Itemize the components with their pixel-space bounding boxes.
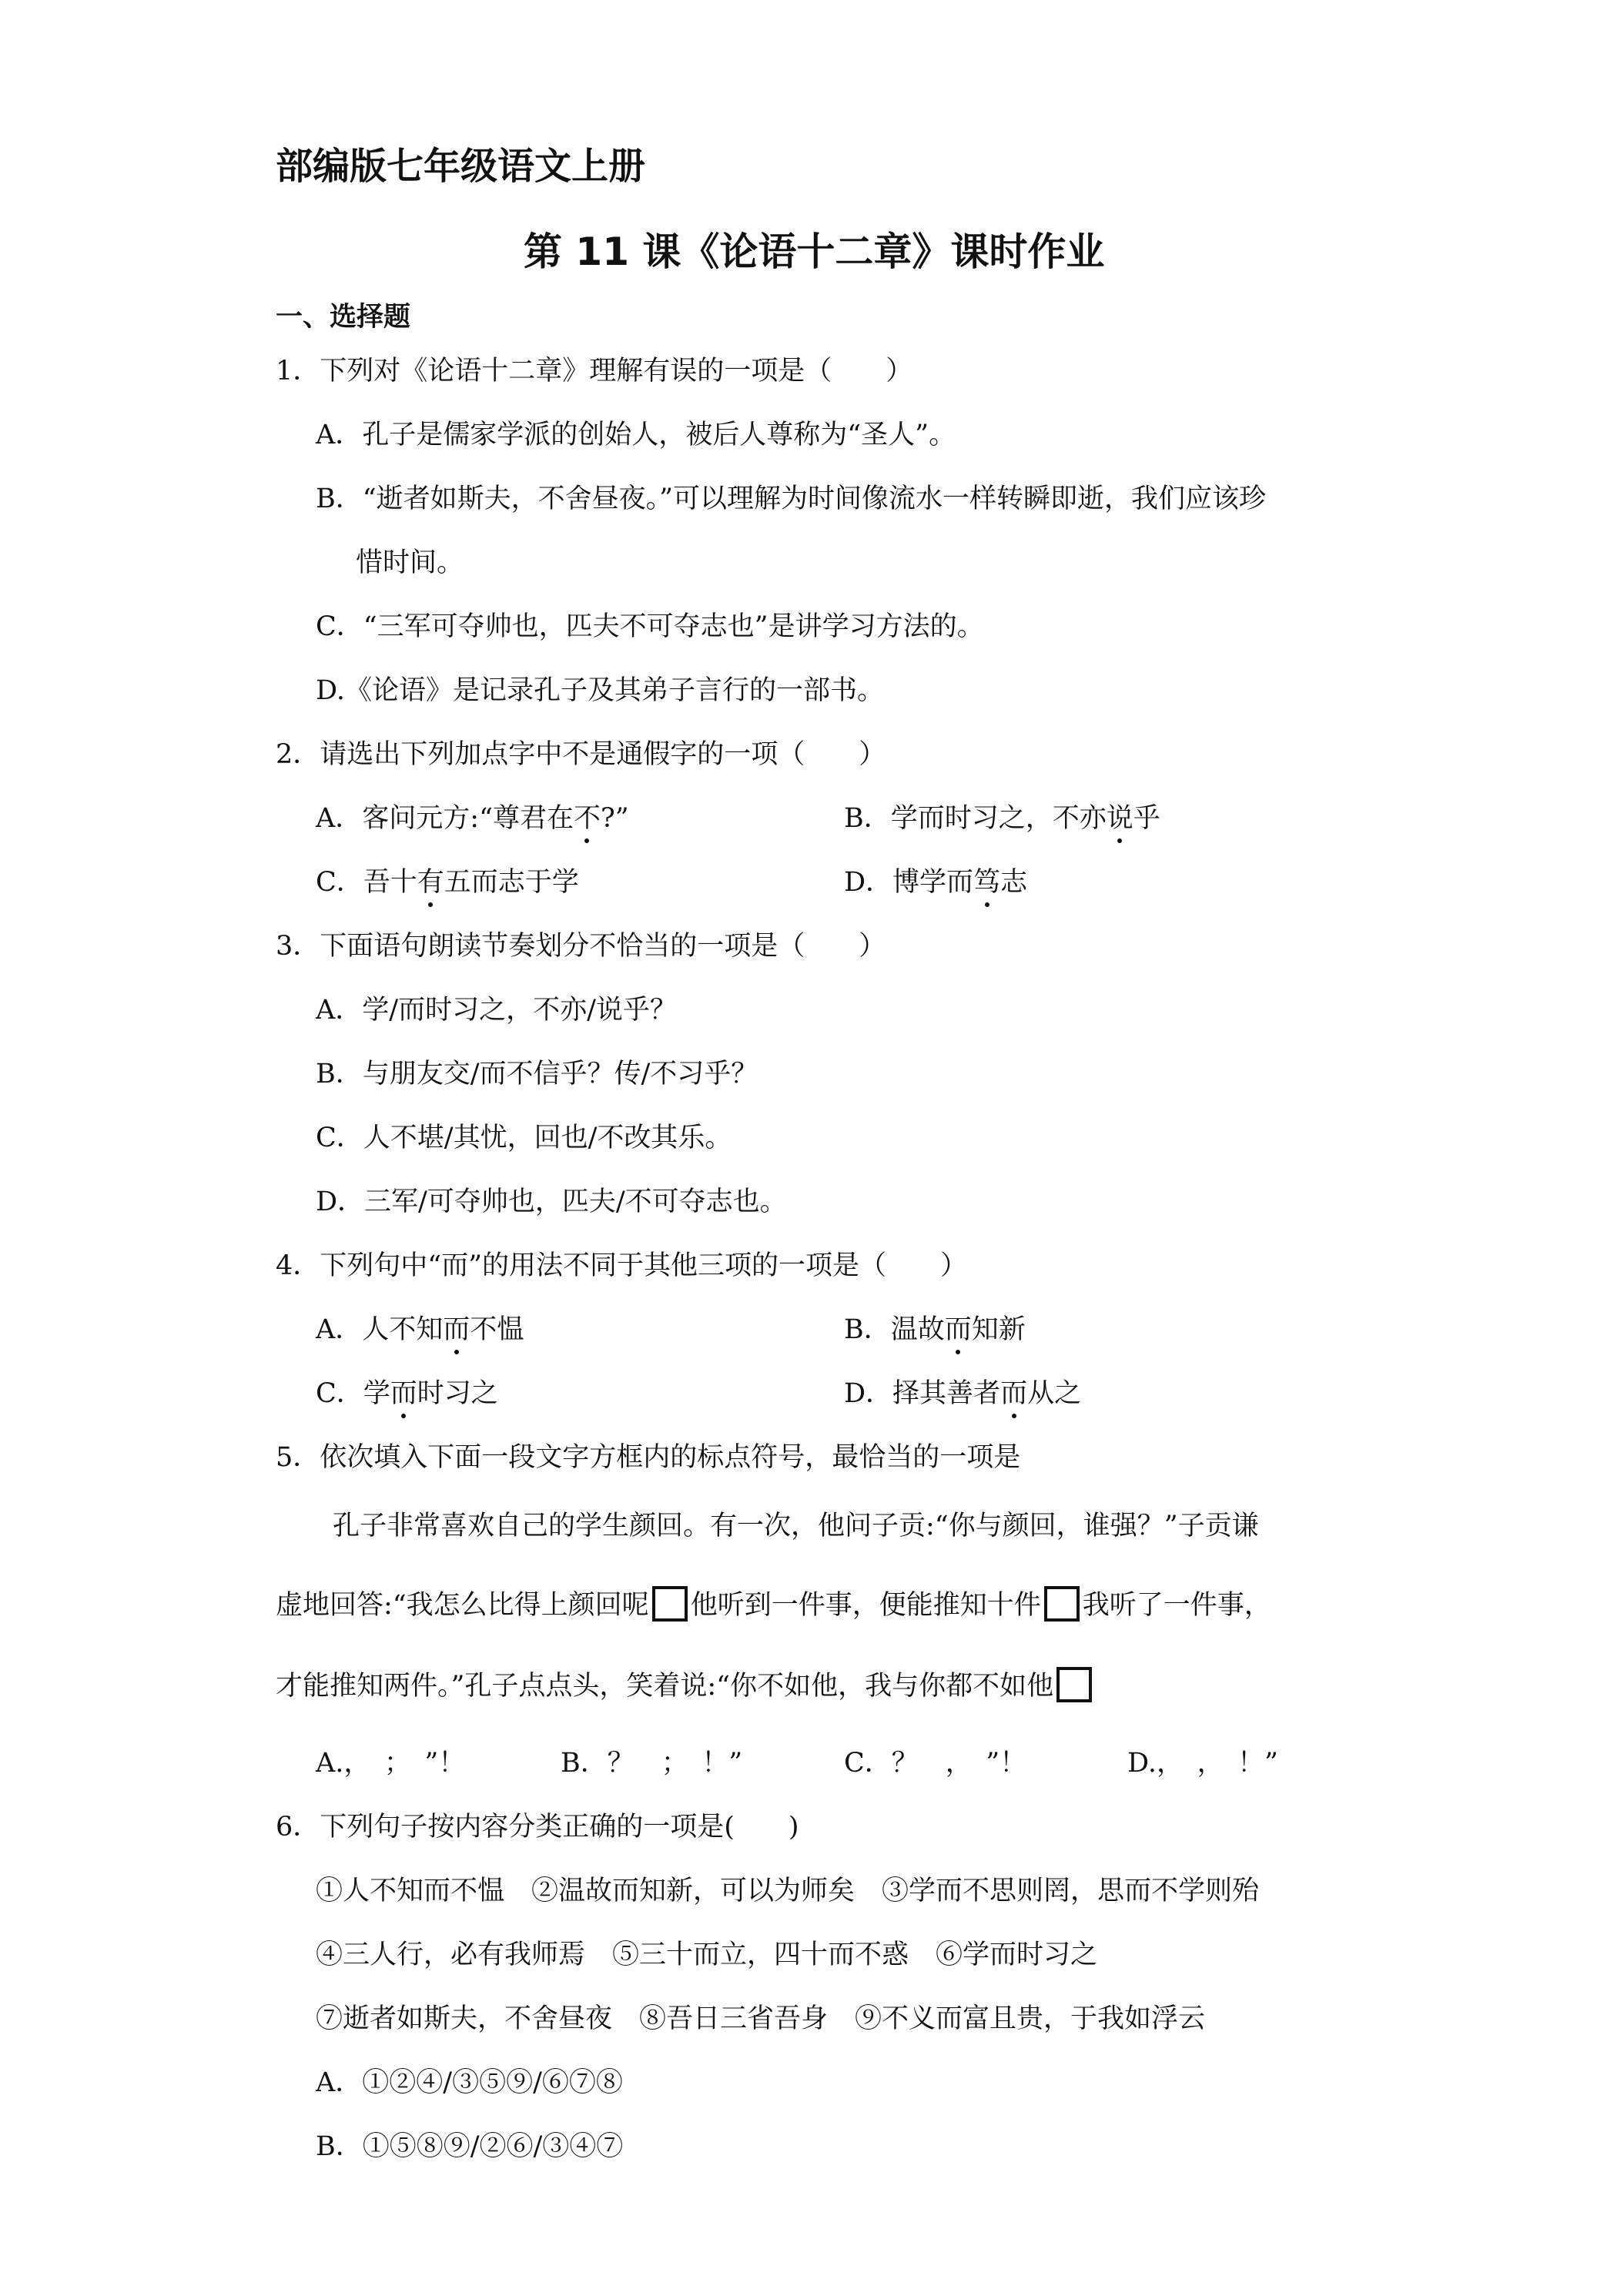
q5-passage-line-3 [276,1667,1095,1703]
q1-option-b-cont: 惜时间。 [356,547,464,578]
q4-b-dotted: 而 [944,1314,972,1345]
q2-b-post: 乎 [1133,803,1160,834]
section-heading: 一、选择题 [276,302,411,333]
q1-option-c: C．“三军可夺帅也，匹夫不可夺志也”是讲学习方法的。 [316,611,984,642]
q1-option-b: B．“逝者如斯夫，不舍昼夜。”可以理解为时间像流水一样转瞬即逝，我们应该珍 [316,484,1267,514]
q4-option-a [316,1313,524,1347]
q5-stem: 5．依次填入下面一段文字方框内的标点符号，最恰当的一项是 [276,1442,1021,1473]
q5-option-b: B．？ ； ！” [561,1748,743,1779]
q5-option-a: A.， ； ”！ [316,1748,466,1779]
q5-passage-line-1: 孔子非常喜欢自己的学生颜回。有一次，他问子贡:“你与颜回，谁强？”子贡谦 [333,1511,1259,1541]
q2-a-pre: A．客问元方:“尊君在 [316,803,574,834]
q2-option-c [316,865,579,899]
q5-p2-part-3: 我听了一件事， [1082,1590,1271,1621]
q5-p2-part-2: 他听到一件事，便能推知十件 [690,1590,1041,1621]
q2-d-pre: D．博学而 [844,867,974,898]
q6-option-b: B．①⑤⑧⑨/②⑥/③④⑦ [316,2131,624,2162]
q5-passage-line-2 [276,1586,1271,1622]
q2-b-pre: B．学而时习之，不亦 [844,803,1107,834]
q4-a-dotted: 而 [443,1314,470,1345]
q2-c-post: 五而志于学 [444,867,579,898]
q5-p2-part-1: 虚地回答:“我怎么比得上颜回呢 [276,1590,649,1621]
q5-option-d: D.， ， ！” [1127,1748,1278,1779]
q3-option-d: D．三军/可夺帅也，匹夫/不可夺志也。 [316,1186,787,1217]
q4-option-d [844,1377,1081,1411]
q5-p3-part-1: 才能推知两件。”孔子点点头，笑着说:“你不如他，我与你都不如他 [276,1671,1054,1702]
q1-option-a: A．孔子是儒家学派的创始人，被后人尊称为“圣人”。 [316,420,956,450]
q6-sentences-line-3: ⑦逝者如斯夫，不舍昼夜 ⑧吾日三省吾身 ⑨不义而富且贵，于我如浮云 [316,2003,1206,2034]
q4-c-post: 时习之 [417,1378,498,1409]
q2-option-a [316,802,629,835]
q6-sentences-line-2: ④三人行，必有我师焉 ⑤三十而立，四十而不惑 ⑥学而时习之 [316,1940,1098,1970]
q2-option-b [844,802,1160,835]
q4-c-pre: C．学 [316,1378,390,1409]
q2-b-dotted: 说 [1106,803,1133,834]
q1-stem: 1．下列对《论语十二章》理解有误的一项是（ ） [276,356,913,387]
q2-d-dotted: 笃 [973,867,1001,898]
q2-c-pre: C．吾十 [316,867,417,898]
q4-a-post: 不愠 [470,1314,524,1345]
q4-stem: 4．下列句中“而”的用法不同于其他三项的一项是（ ） [276,1250,968,1281]
q3-option-b: B．与朋友交/而不信乎？传/不习乎？ [316,1059,758,1089]
q3-option-c: C．人不堪/其忧，回也/不改其乐。 [316,1123,732,1153]
blank-box-1[interactable] [652,1586,688,1622]
page-title: 第 11 课《论语十二章》课时作业 [524,229,1105,274]
q4-b-post: 知新 [971,1314,1026,1345]
q5-option-c: C．？ ， ”！ [844,1748,1027,1779]
q2-stem: 2．请选出下列加点字中不是通假字的一项（ ） [276,739,886,770]
q3-option-a: A．学/而时习之，不亦/说乎？ [316,995,677,1026]
q4-d-pre: D．择其善者 [844,1378,1001,1409]
q6-sentences-line-1: ①人不知而不愠 ②温故而知新，可以为师矣 ③学而不思则罔，思而不学则殆 [316,1876,1260,1906]
q2-a-dotted: 不 [573,803,601,834]
q2-a-post: ?” [600,803,629,834]
q4-option-b [844,1313,1026,1347]
blank-box-2[interactable] [1044,1586,1080,1622]
q4-a-pre: A．人不知 [316,1314,444,1345]
q2-c-dotted: 有 [417,867,444,898]
q4-option-c [316,1377,498,1411]
q4-c-dotted: 而 [390,1378,417,1409]
q3-stem: 3．下面语句朗读节奏划分不恰当的一项是（ ） [276,931,886,962]
blank-box-3[interactable] [1056,1667,1092,1702]
q4-d-dotted: 而 [1000,1378,1028,1409]
series-title: 部编版七年级语文上册 [276,145,646,188]
q2-d-post: 志 [1000,867,1028,898]
q6-stem: 6．下列句子按内容分类正确的一项是( ) [276,1812,799,1842]
q6-option-a: A．①②④/③⑤⑨/⑥⑦⑧ [316,2067,623,2098]
q4-b-pre: B．温故 [844,1314,945,1345]
q2-option-d [844,865,1027,899]
q4-d-post: 从之 [1027,1378,1082,1409]
q1-option-d: D.《论语》是记录孔子及其弟子言行的一部书。 [316,675,884,706]
